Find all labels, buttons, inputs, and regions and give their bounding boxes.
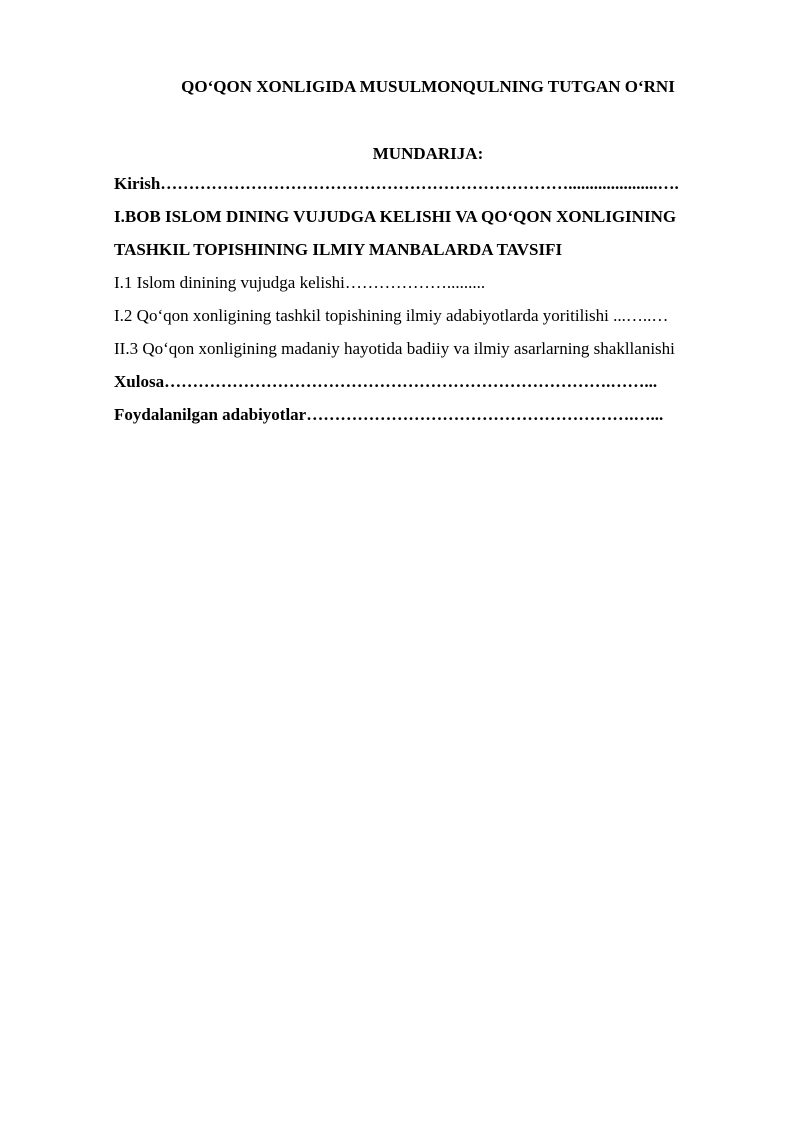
document-title: QO‘QON XONLIGIDA MUSULMONQULNING TUTGAN O‘RNI <box>181 77 675 96</box>
toc-entry-kirish: Kirish……………………………………………………………….....................…. <box>114 174 679 193</box>
toc-entry-section-1-1: I.1 Islom dinining vujudga kelishi………………......... <box>114 273 486 292</box>
toc-entry-adabiyotlar: Foydalanilgan adabiyotlar………………………………………………….…... <box>114 405 664 424</box>
toc-entry-chapter-1-line-2: TASHKIL TOPISHINING ILMIY MANBALARDA TAVSIFI <box>114 240 563 259</box>
toc-entry-xulosa: Xulosa…………………………………………………………………….……... <box>114 372 658 391</box>
toc-entry-section-2-3: II.3 Qo‘qon xonligining madaniy hayotida badiiy va ilmiy asarlarning shakllanishi <box>114 339 675 358</box>
toc-heading: MUNDARIJA: <box>372 144 484 163</box>
table-of-contents <box>114 174 774 438</box>
toc-entry-chapter-1-line-1: I.BOB ISLOM DINING VUJUDGA KELISHI VA QO‘QON XONLIGINING <box>114 207 677 226</box>
toc-entry-section-1-2: I.2 Qo‘qon xonligining tashkil topishining ilmiy adabiyotlarda yoritilishi ...…..… <box>114 306 669 325</box>
